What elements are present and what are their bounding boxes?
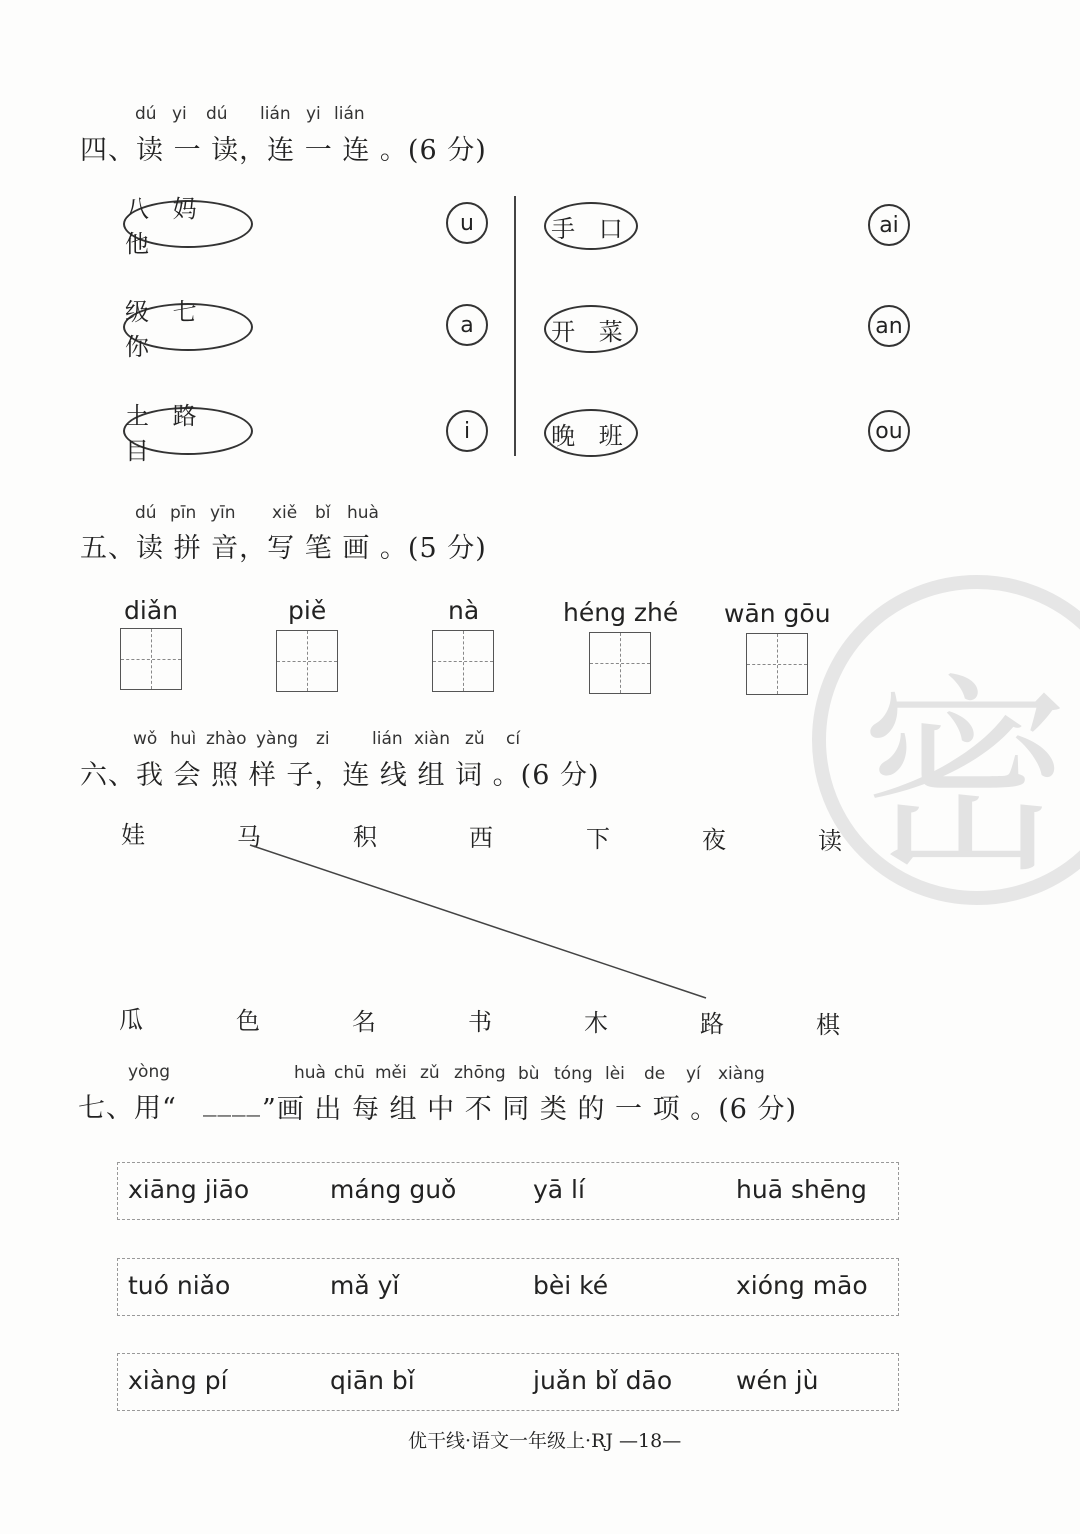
pinyin-zu: zǔ: [465, 729, 485, 749]
word-option[interactable]: mǎ yǐ: [330, 1271, 400, 1300]
word-option[interactable]: wén jù: [736, 1366, 819, 1395]
pinyin-xiang: xiàng: [718, 1064, 765, 1084]
word-option[interactable]: yā lí: [533, 1175, 585, 1204]
pinyin-chu: chū: [334, 1063, 365, 1083]
word-oval[interactable]: 晚 班: [544, 409, 638, 457]
final-circle[interactable]: ou: [868, 410, 910, 452]
stroke-pinyin: wān gōu: [724, 599, 831, 628]
pinyin-zi: zi: [316, 729, 330, 749]
word-group-row: [117, 1162, 899, 1220]
pinyin-wo: wǒ: [133, 729, 158, 749]
final-circle[interactable]: i: [446, 410, 488, 452]
stroke-pinyin: diǎn: [124, 596, 178, 625]
pinyin-lian: lián: [334, 104, 365, 124]
final-circle[interactable]: an: [868, 305, 910, 347]
bottom-char[interactable]: 木: [584, 1009, 608, 1037]
word-option[interactable]: juǎn bǐ dāo: [533, 1366, 673, 1395]
pinyin-mei: měi: [375, 1063, 407, 1083]
word-option[interactable]: xiàng pí: [128, 1366, 228, 1395]
word-option[interactable]: máng guǒ: [330, 1175, 457, 1204]
pinyin-du: dú: [135, 503, 157, 523]
bottom-char[interactable]: 书: [468, 1008, 492, 1036]
pinyin-de: de: [644, 1064, 666, 1084]
section-6-title: 六、我 会 照 样 子，连 线 组 词 。(6 分): [80, 760, 600, 791]
final-circle[interactable]: u: [446, 202, 488, 244]
pinyin-yi: yi: [172, 104, 187, 124]
stroke-pinyin: nà: [448, 596, 480, 625]
pinyin-du: dú: [206, 104, 228, 124]
pinyin-bi: bǐ: [315, 503, 331, 523]
bottom-char[interactable]: 名: [352, 1008, 376, 1036]
final-circle[interactable]: ai: [868, 204, 910, 246]
top-char[interactable]: 下: [586, 825, 610, 853]
pinyin-lian: lián: [372, 729, 403, 749]
pinyin-xian: xiàn: [414, 729, 450, 749]
pinyin-zhao: zhào: [206, 729, 247, 749]
pinyin-xie: xiě: [272, 503, 298, 523]
pinyin-du: dú: [135, 104, 157, 124]
pinyin-yong: yòng: [128, 1062, 171, 1082]
word-group-row: [117, 1353, 899, 1411]
stroke-pinyin: héng zhé: [563, 598, 679, 627]
section-7-title-start: 七、用“: [78, 1093, 177, 1124]
pinyin-hui: huì: [170, 729, 197, 749]
stamp-char: 密: [860, 656, 1071, 901]
word-option[interactable]: bèi ké: [533, 1271, 609, 1300]
word-option[interactable]: xiāng jiāo: [128, 1175, 250, 1204]
pinyin-bu: bù: [518, 1064, 540, 1084]
top-char[interactable]: 马: [237, 823, 261, 851]
word-option[interactable]: xióng māo: [736, 1271, 868, 1300]
pinyin-lei: lèi: [605, 1064, 625, 1084]
word-oval[interactable]: 土 路 目: [123, 407, 253, 455]
pinyin-yang: yàng: [256, 729, 299, 749]
top-char[interactable]: 读: [818, 827, 842, 855]
section-7-title-end: ”画 出 每 组 中 不 同 类 的 一 项 。(6 分): [262, 1094, 798, 1125]
pinyin-zu: zǔ: [420, 1063, 440, 1083]
top-char[interactable]: 夜: [702, 826, 726, 854]
page-footer: 优干线·语文一年级上·RJ —18—: [408, 1430, 682, 1452]
pinyin-tong: tóng: [554, 1064, 593, 1084]
word-option[interactable]: qiān bǐ: [330, 1366, 415, 1395]
word-option[interactable]: tuó niǎo: [128, 1271, 231, 1300]
word-option[interactable]: huā shēng: [736, 1175, 867, 1204]
pinyin-zhong: zhōng: [454, 1063, 506, 1083]
section-5-title: 五、读 拼 音，写 笔 画 。(5 分): [80, 533, 487, 564]
pinyin-yin: yīn: [210, 503, 236, 523]
pinyin-yi: yí: [686, 1064, 701, 1084]
bottom-char[interactable]: 瓜: [119, 1006, 143, 1034]
word-group-row: [117, 1258, 899, 1316]
bottom-char[interactable]: 路: [700, 1010, 724, 1038]
top-char[interactable]: 积: [353, 823, 377, 851]
word-oval[interactable]: 开 菜: [544, 305, 638, 353]
word-oval[interactable]: 八 妈 他: [123, 200, 253, 248]
top-char[interactable]: 西: [469, 824, 493, 852]
bottom-char[interactable]: 色: [236, 1007, 260, 1035]
bottom-char[interactable]: 棋: [816, 1011, 840, 1039]
section-4-title: 四、读 一 读，连 一 连 。(6 分): [80, 135, 487, 166]
top-char[interactable]: 娃: [121, 821, 145, 849]
pinyin-lian: lián: [260, 104, 291, 124]
stroke-pinyin: piě: [288, 596, 327, 625]
pinyin-hua: huà: [294, 1063, 326, 1083]
word-oval[interactable]: 手 口: [544, 202, 638, 250]
pinyin-pin: pīn: [170, 503, 197, 523]
final-circle[interactable]: a: [446, 304, 488, 346]
underline-blank: ____: [203, 1086, 261, 1117]
pinyin-yi: yi: [306, 104, 321, 124]
pinyin-ci: cí: [506, 729, 521, 749]
word-oval[interactable]: 级 七 你: [123, 303, 253, 351]
pinyin-hua: huà: [347, 503, 379, 523]
